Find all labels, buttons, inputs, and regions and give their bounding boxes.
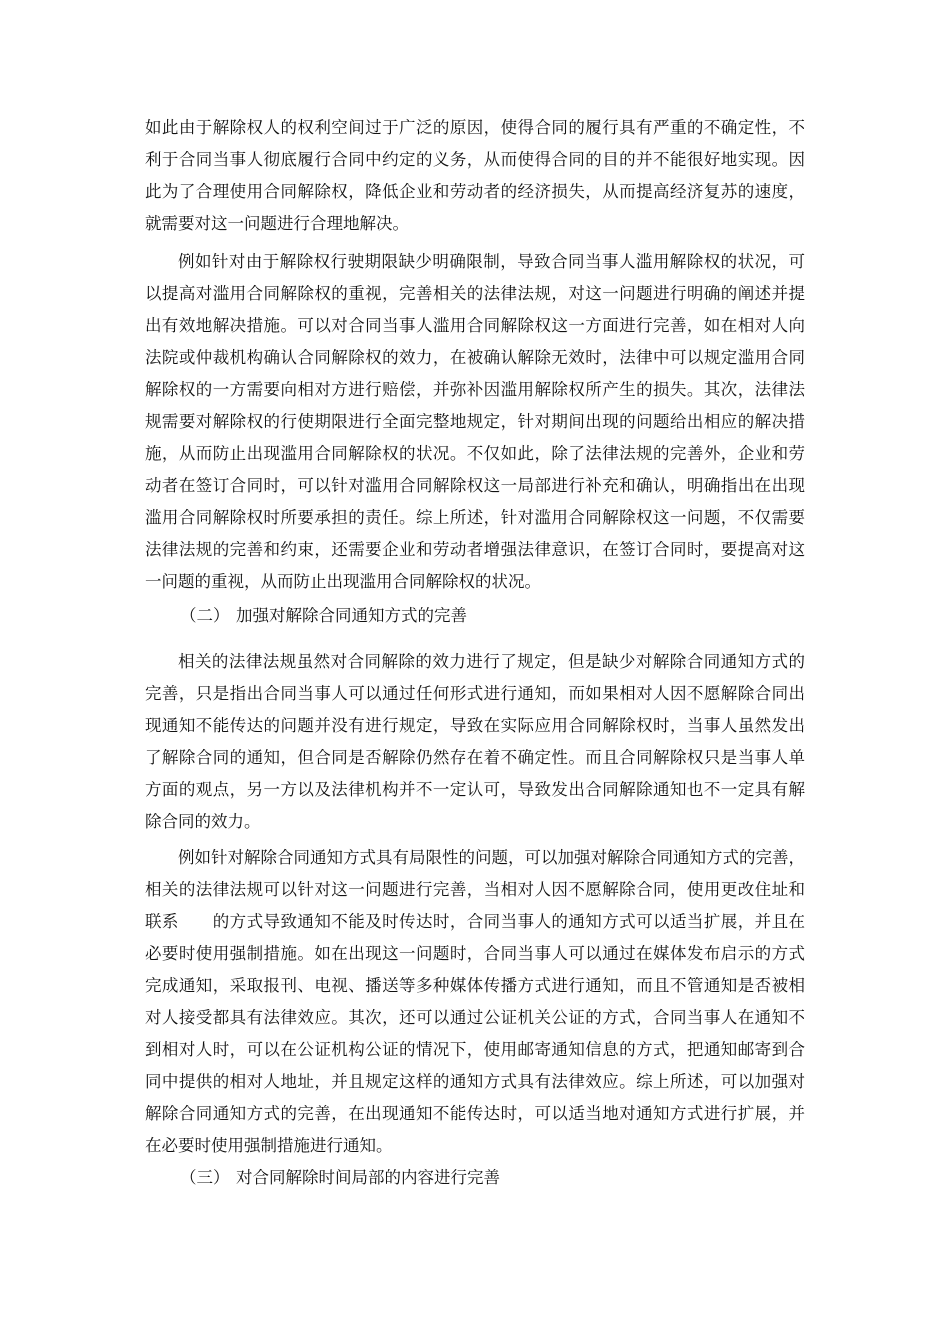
paragraph-line: 就需要对这一问题进行合理地解决。 xyxy=(145,214,409,233)
paragraph-line: 完善，只是指出合同当事人可以通过任何形式进行通知，而如果相对人因不愿解除合同出 xyxy=(145,684,805,703)
paragraph-line: 完成通知，采取报刊、电视、播送等多种媒体传播方式进行通知，而且不管通知是否被相 xyxy=(145,976,805,995)
section-title: 加强对解除合同通知方式的完善 xyxy=(236,606,467,625)
paragraph-line: 例如针对由于解除权行驶期限缺少明确限制，导致合同当事人滥用解除权的状况，可 xyxy=(178,252,805,271)
paragraph-line: 施，从而防止出现滥用合同解除权的状况。不仅如此，除了法律法规的完善外，企业和劳 xyxy=(145,444,805,463)
paragraph-line: 同中提供的相对人地址，并且规定这样的通知方式具有法律效应。综上所述，可以加强对 xyxy=(145,1072,805,1091)
paragraph-line: 一问题的重视，从而防止出现滥用合同解除权的状况。 xyxy=(145,572,541,591)
paragraph-line: 动者在签订合同时，可以针对滥用合同解除权这一局部进行补充和确认，明确指出在出现 xyxy=(145,476,805,495)
paragraph-line: 解除权的一方需要向相对方进行赔偿，并弥补因滥用解除权所产生的损失。其次，法律法 xyxy=(145,380,805,399)
section-number: （二） xyxy=(180,606,230,625)
paragraph-2 xyxy=(145,246,805,598)
paragraph-line: 联系 的方式导致通知不能及时传达时，合同当事人的通知方式可以适当扩展，并且在 xyxy=(145,912,805,931)
paragraph-line: 在必要时使用强制措施进行通知。 xyxy=(145,1136,393,1155)
paragraph-line: 法律法规的完善和约束，还需要企业和劳动者增强法律意识，在签订合同时，要提高对这 xyxy=(145,540,805,559)
paragraph-line: 出有效地解决措施。可以对合同当事人滥用合同解除权这一方面进行完善，如在相对人向 xyxy=(145,316,805,335)
paragraph-line: 到相对人时，可以在公证机构公证的情况下，使用邮寄通知信息的方式，把通知邮寄到合 xyxy=(145,1040,805,1059)
paragraph-line: 解除合同通知方式的完善，在出现通知不能传达时，可以适当地对通知方式进行扩展，并 xyxy=(145,1104,805,1123)
paragraph-3 xyxy=(145,646,805,838)
paragraph-line: 滥用合同解除权时所要承担的责任。综上所述，针对滥用合同解除权这一问题，不仅需要 xyxy=(145,508,805,527)
paragraph-line: 相关的法律法规虽然对合同解除的效力进行了规定，但是缺少对解除合同通知方式的 xyxy=(178,652,805,671)
paragraph-line: 对人接受都具有法律效应。其次，还可以通过公证机关公证的方式，合同当事人在通知不 xyxy=(145,1008,805,1027)
paragraph-line: 相关的法律法规可以针对这一问题进行完善，当相对人因不愿解除合同，使用更改住址和 xyxy=(145,880,805,899)
section-number: （三） xyxy=(180,1168,230,1187)
section-heading-3 xyxy=(180,1162,500,1194)
paragraph-line: 规需要对解除权的行使期限进行全面完整地规定，针对期间出现的问题给出相应的解决措 xyxy=(145,412,805,431)
paragraph-line: 现通知不能传达的问题并没有进行规定，导致在实际应用合同解除权时，当事人虽然发出 xyxy=(145,716,805,735)
paragraph-line: 利于合同当事人彻底履行合同中约定的义务，从而使得合同的目的并不能很好地实现。因 xyxy=(145,150,805,169)
paragraph-line: 以提高对滥用合同解除权的重视，完善相关的法律法规，对这一问题进行明确的阐述并提 xyxy=(145,284,805,303)
section-heading-2 xyxy=(180,600,467,632)
paragraph-line: 此为了合理使用合同解除权，降低企业和劳动者的经济损失，从而提高经济复苏的速度， xyxy=(145,182,805,201)
paragraph-line: 法院或仲裁机构确认合同解除权的效力，在被确认解除无效时，法律中可以规定滥用合同 xyxy=(145,348,805,367)
paragraph-4 xyxy=(145,842,805,1162)
paragraph-line: 除合同的效力。 xyxy=(145,812,261,831)
paragraph-1 xyxy=(145,112,805,240)
paragraph-line: 例如针对解除合同通知方式具有局限性的问题，可以加强对解除合同通知方式的完善， xyxy=(178,848,805,867)
section-title: 对合同解除时间局部的内容进行完善 xyxy=(236,1168,500,1187)
paragraph-line: 方面的观点，另一方以及法律机构并不一定认可，导致发出合同解除通知也不一定具有解 xyxy=(145,780,805,799)
paragraph-line: 了解除合同的通知，但合同是否解除仍然存在着不确定性。而且合同解除权只是当事人单 xyxy=(145,748,805,767)
paragraph-line: 如此由于解除权人的权利空间过于广泛的原因，使得合同的履行具有严重的不确定性，不 xyxy=(145,118,805,137)
paragraph-line: 必要时使用强制措施。如在出现这一问题时，合同当事人可以通过在媒体发布启示的方式 xyxy=(145,944,805,963)
